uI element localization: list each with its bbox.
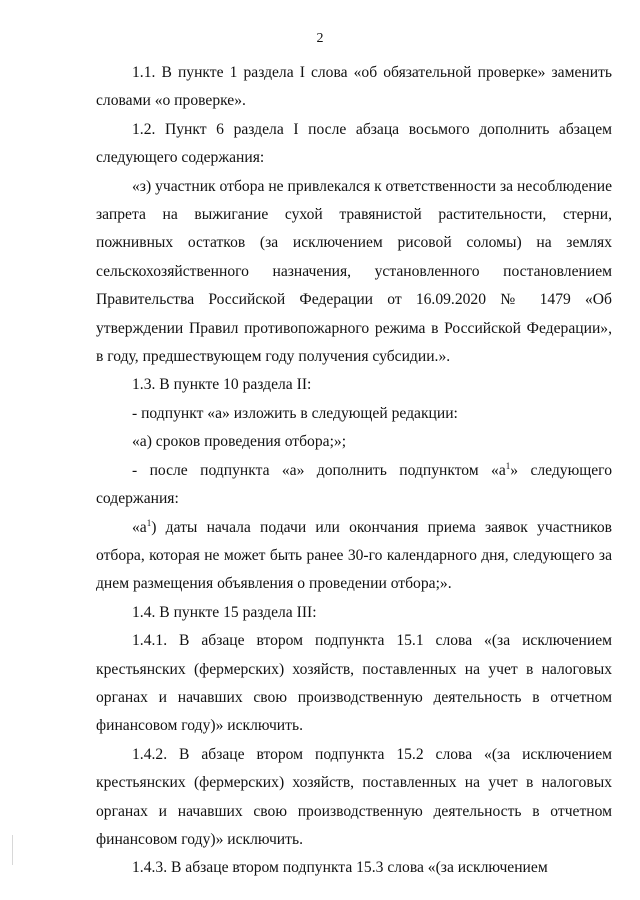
superscript: 1 <box>505 460 511 471</box>
paragraph-1-4: 1.4. В пункте 15 раздела III: <box>132 603 317 621</box>
text-segment: «а <box>132 518 147 536</box>
paragraph-quote-a1 <box>96 514 612 599</box>
superscript: 1 <box>146 517 152 528</box>
paragraph-quote-z: «з) участник отбора не привлекался к ответственности за несоблюдение запрета на выжигание сухой травянистой растительности, стерни, пожнивных остатков (за исключением рисовой соломы) на землях сельскохозяйственного назначения, установленного постановлением Правительства Российской Федерации от 16.09.2020 № 1479 «Об утверждении Правил противопожарного режима в Российской Федерации», в году, предшествующем году получения субсидии.». <box>96 177 612 366</box>
paragraph-add-a1 <box>96 457 612 514</box>
paragraph-1-4-1: 1.4.1. В абзаце втором подпункта 15.1 слова «(за исключением крестьянских (фермерских) хозяйств, поставленных на учет в налоговых органах и начавших свою производственную деятельность в отчетном финансовом году)» исключить. <box>96 632 612 735</box>
page-number: 2 <box>316 31 324 46</box>
text-segment: ) даты начала подачи или окончания приема заявок участников отбора, которая не может быть ранее 30-го календарного дня, следующего за днем размещения объявления о проведении отбора;». <box>96 518 612 593</box>
paragraph-1-3: 1.3. В пункте 10 раздела II: <box>132 376 312 394</box>
document-body <box>96 59 612 883</box>
paragraph-1-2: 1.2. Пункт 6 раздела I после абзаца восьмого дополнить абзацем следующего содержания: <box>96 120 612 167</box>
paragraph-subitem-a: - подпункт «а» изложить в следующей редакции: <box>132 404 458 422</box>
paragraph-1-1: 1.1. В пункте 1 раздела I слова «об обязательной проверке» заменить словами «о проверке». <box>96 64 612 110</box>
text-segment: - после подпункта «а» дополнить подпунктом «а <box>132 461 506 479</box>
text-segment: » следующего содержания: <box>96 461 612 508</box>
paragraph-1-4-2: 1.4.2. В абзаце втором подпункта 15.2 слова «(за исключением крестьянских (фермерских) хозяйств, поставленных на учет в налоговых органах и начавших свою производственную деятельность в отчетном финансовом году)» исключить. <box>96 745 612 848</box>
paragraph-1-4-3: 1.4.3. В абзаце втором подпункта 15.3 слова «(за исключением <box>132 859 548 877</box>
paragraph-quote-a: «а) сроков проведения отбора;»; <box>132 433 347 451</box>
scan-edge-mark <box>12 835 13 865</box>
